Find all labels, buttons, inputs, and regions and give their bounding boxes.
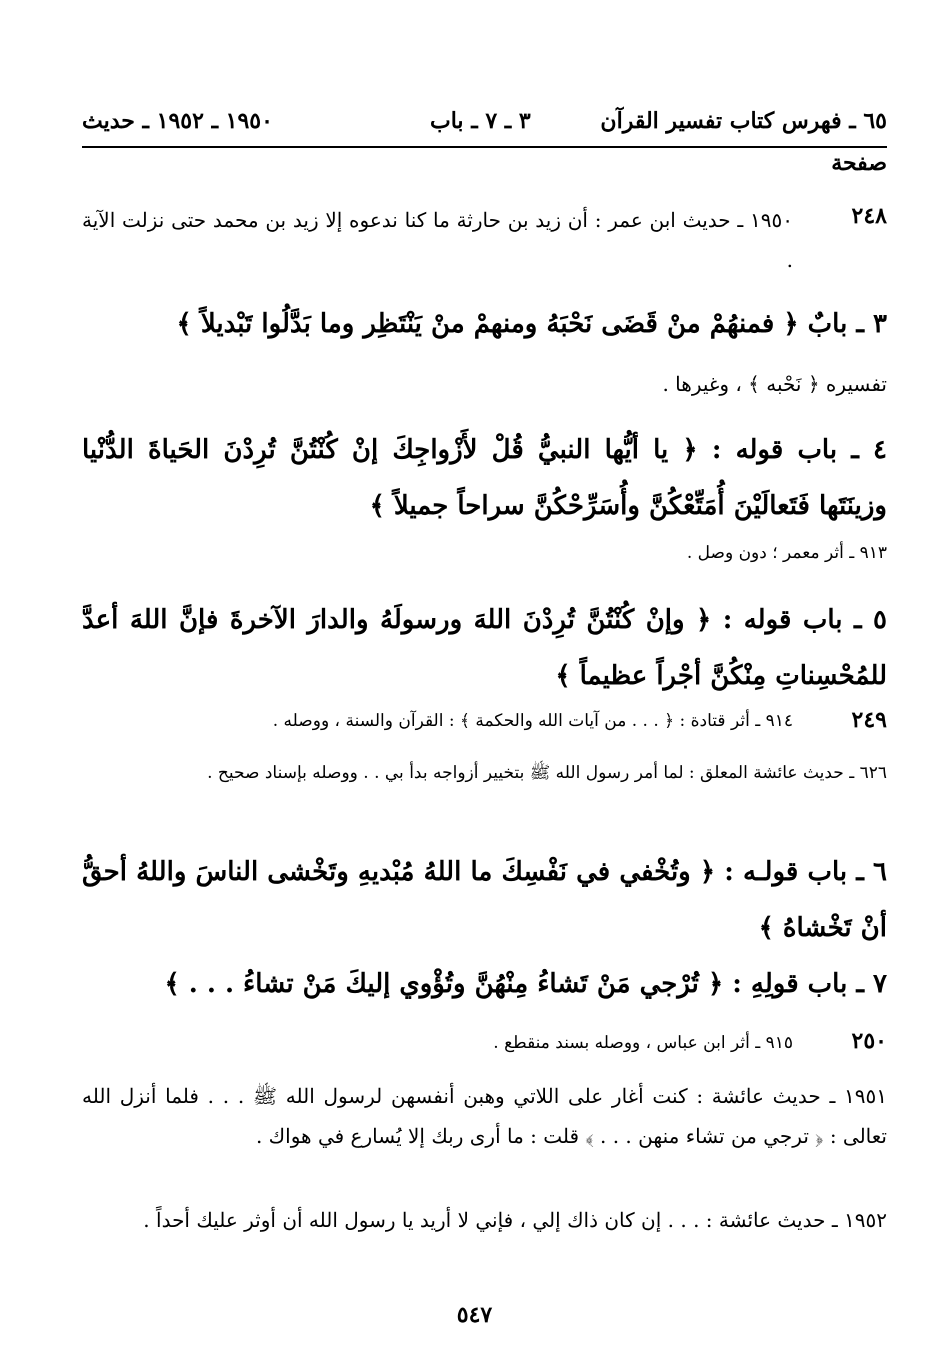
header-chapter-range: ٣ ـ ٧ ـ باب — [430, 108, 531, 134]
page-ref-249: ٢٤٩ — [851, 707, 887, 733]
chapter-6-heading: ٦ ـ باب قولـه : ﴿ وتُخْفي في نَفْسِكَ ما اللهُ مُبْديهِ وتَخْشى الناسَ واللهُ أحقُّ أنْ تَخْشاهُ ﴾ — [82, 857, 887, 943]
chapter-5-heading: ٥ ـ باب قوله : ﴿ وإنْ كُنْتُنَّ تُرِدْنَ اللهَ ورسولَهُ والدارَ الآخرةَ فإنَّ اللهَ أعدَّ للمُحْسِناتِ مِنْكُنَّ أجْراً عظيماً ﴾ — [82, 605, 887, 691]
page-column-label: صفحة — [831, 150, 887, 176]
hadith-626-muallaq: ٦٢٦ ـ حديث عائشة المعلق : لما أمر رسول الله ﷺ بتخيير أزواجه بدأ بي . . ووصله بإسناد صحيح . — [207, 763, 887, 783]
header-hadith-range: ١٩٥٠ ـ ١٩٥٢ ـ حديث — [82, 108, 273, 134]
header-book-title: ٦٥ ـ فهرس كتاب تفسير القرآن — [600, 108, 887, 134]
chapter-7-heading: ٧ ـ باب قولِهِ : ﴿ تُرْجي مَنْ تَشاءُ مِنْهُنَّ وتُؤْوي إليكَ مَنْ تشاءُ . . . ﴾ — [164, 969, 887, 999]
chapter-4-heading: ٤ ـ باب قوله : ﴿ يا أيُّها النبيُّ قُلْ لأَزْواجِكَ إنْ كُنْتُنَّ تُرِدْنَ الحَياةَ الدُّنْيا وزينَتَها فَتَعالَيْنَ أُمَتِّعْكُنَّ وأُسَرِّحْكُنَّ سراحاً جميلاً ﴾ — [82, 435, 887, 521]
footer-page-number: ٥٤٧ — [456, 1302, 493, 1328]
header-rule — [82, 146, 887, 148]
chapter-3-heading: ٣ ـ بابٌ ﴿ فمنهُمْ منْ قَضَى نَحْبَهُ ومنهمْ منْ يَنْتَظِر وما بَدَّلُوا تَبْديلاً ﴾ — [176, 309, 887, 339]
entry-hadith-1950: ١٩٥٠ ـ حديث ابن عمر : أن زيد بن حارثة ما كنا ندعوه إلا زيد بن محمد حتى نزلت الآية . — [82, 208, 793, 272]
entry-hadith-1951: ١٩٥١ ـ حديث عائشة : كنت أغار على اللاتي وهبن أنفسهن لرسول الله ﷺ . . . فلما أنزل الله تعالى : ﴿ ترجي من تشاء منهن . . . ﴾ قلت : ما أرى ربك إلا يُسارع في هواك . — [82, 1084, 888, 1148]
entry-hadith-1952: ١٩٥٢ ـ حديث عائشة : . . . إن كان ذاك إلي ، فإني لا أريد يا رسول الله أن أوثر عليك أحداً . — [143, 1208, 887, 1232]
chapter-3-note: تفسيره ﴿ نَحْبه ﴾ ، وغيرها . — [662, 372, 887, 396]
page-ref-250: ٢٥٠ — [851, 1028, 887, 1054]
athar-915: ٩١٥ ـ أثر ابن عباس ، ووصله بسند منقطع . — [493, 1033, 793, 1053]
page-ref-248: ٢٤٨ — [851, 203, 887, 229]
athar-914: ٩١٤ ـ أثر قتادة : ﴿ . . . من آيات الله والحكمة ﴾ : القرآن والسنة ، ووصله . — [272, 711, 793, 731]
athar-913: ٩١٣ ـ أثر معمر ؛ دون وصل . — [686, 543, 887, 563]
